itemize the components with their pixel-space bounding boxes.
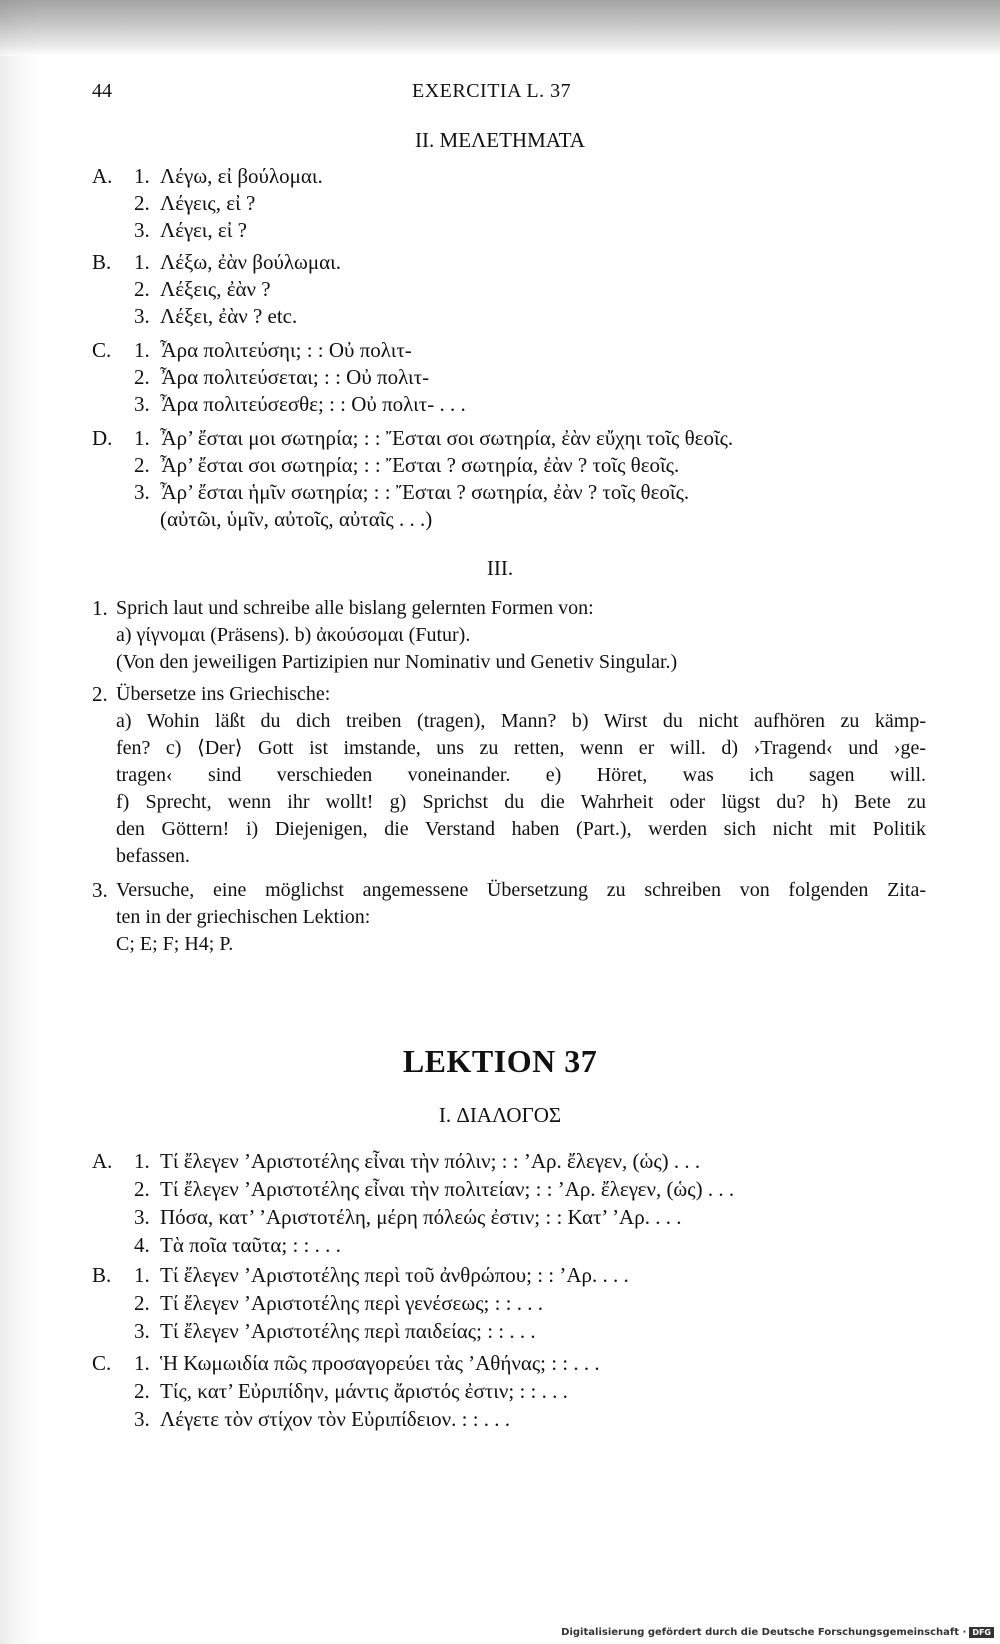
group-label: C. xyxy=(92,1351,112,1375)
item-number: 2. xyxy=(134,1177,150,1201)
exercise-line: ten in der griechischen Lektion: xyxy=(116,906,371,928)
page-number: 44 xyxy=(92,80,112,102)
dialogue-line: Τί ἔλεγεν ’Αριστοτέλης εἶναι τὴν πόλιν; : : ’Αρ. ἔλεγεν, (ὡς) . . . xyxy=(160,1149,701,1173)
item-number: 2. xyxy=(92,682,108,706)
item-number: 2. xyxy=(134,1379,150,1403)
item-number: 2. xyxy=(134,277,150,301)
item-number: 3. xyxy=(92,878,108,902)
item-number: 3. xyxy=(134,480,150,504)
dialogue-line: Πόσα, κατ’ ’Αριστοτέλη, μέρη πόλεώς ἐστιν; : : Κατ’ ’Αρ. . . . xyxy=(160,1205,682,1229)
dialogue-line: Τί ἔλεγεν ’Αριστοτέλης περὶ τοῦ ἀνθρώπου; : : ’Αρ. . . . xyxy=(160,1263,629,1287)
exercise-line: (Von den jeweiligen Partizipien nur Nominativ und Genetiv Singular.) xyxy=(116,651,678,673)
item-number: 1. xyxy=(134,1351,150,1375)
item-number: 4. xyxy=(134,1233,150,1257)
exercise-line: Versuche, eine möglichst angemessene Übersetzung zu schreiben von folgenden Zita- xyxy=(116,879,926,901)
exercise-line: Ἆρ’ ἔσται μοι σωτηρία; : : Ἔσται σοι σωτηρία, ἐὰν εὔχηι τοῖς θεοῖς. xyxy=(160,426,734,450)
section-2-title: II. ΜΕΛΕΤΗΜΑΤΑ xyxy=(415,128,585,152)
exercise-line: (αὐτῶι, ὑμῖν, αὐτοῖς, αὐταῖς . . .) xyxy=(160,507,433,531)
exercise-line: Λέξεις, ἐὰν ? xyxy=(160,277,271,301)
group-label: D. xyxy=(92,426,113,450)
item-number: 2. xyxy=(134,453,150,477)
dfg-logo: DFG xyxy=(969,1627,994,1638)
exercise-line: a) γίγνομαι (Präsens). b) ἀκούσομαι (Futur). xyxy=(116,624,471,646)
exercise-line: Λέγω, εἰ βούλομαι. xyxy=(160,164,323,188)
exercise-line: Sprich laut und schreibe alle bislang gelernten Formen von: xyxy=(116,597,594,619)
item-number: 3. xyxy=(134,1319,150,1343)
exercise-line: Ἆρα πολιτεύσηι; : : Οὐ πολιτ- xyxy=(160,338,412,362)
group-label: A. xyxy=(92,164,113,188)
exercise-line: f) Sprecht, wenn ihr wollt! g) Sprichst du die Wahrheit oder lügst du? h) Bete zu xyxy=(116,791,926,813)
item-number: 1. xyxy=(134,426,150,450)
dialogue-line: Τί ἔλεγεν ’Αριστοτέλης περὶ παιδείας; : : . . . xyxy=(160,1319,536,1343)
exercise-line: Λέξει, ἐὰν ? etc. xyxy=(160,304,298,328)
exercise-line: befassen. xyxy=(116,845,190,867)
item-number: 1. xyxy=(134,1263,150,1287)
exercise-line: Ἆρα πολιτεύσεσθε; : : Οὐ πολιτ- . . . xyxy=(160,392,466,416)
exercise-line: Ἆρ’ ἔσται σοι σωτηρία; : : Ἔσται ? σωτηρία, ἐὰν ? τοῖς θεοῖς. xyxy=(160,453,680,477)
item-number: 3. xyxy=(134,392,150,416)
section-3-title: III. xyxy=(486,556,514,580)
item-number: 3. xyxy=(134,1205,150,1229)
dialogue-line: Τὰ ποῖα ταῦτα; : : . . . xyxy=(160,1233,341,1257)
exercise-line: Übersetze ins Griechische: xyxy=(116,683,331,705)
group-label: B. xyxy=(92,1263,112,1287)
exercise-line: a) Wohin läßt du dich treiben (tragen), Mann? b) Wirst du nicht aufhören zu kämp- xyxy=(116,710,926,732)
dialogue-line: Τί ἔλεγεν ’Αριστοτέλης περὶ γενέσεως; : : . . . xyxy=(160,1291,544,1315)
item-number: 1. xyxy=(134,250,150,274)
group-label: A. xyxy=(92,1149,113,1173)
dialogue-line: Ἡ Κωμωιδία πῶς προσαγορεύει τὰς ’Αθήνας; : : . . . xyxy=(160,1351,600,1375)
digitization-footer xyxy=(561,1627,994,1638)
group-label: C. xyxy=(92,338,112,362)
footer-text: Digitalisierung gefördert durch die Deutsche Forschungsgemeinschaft · xyxy=(561,1627,967,1638)
item-number: 2. xyxy=(134,1291,150,1315)
exercise-line: C; E; F; H4; P. xyxy=(116,933,234,955)
lesson-title: LEKTION 37 xyxy=(402,1043,598,1079)
exercise-line: tragen‹ sind verschieden voneinander. e) Höret, was ich sagen will. xyxy=(116,764,926,786)
item-number: 3. xyxy=(134,304,150,328)
item-number: 1. xyxy=(134,338,150,362)
exercise-line: fen? c) ⟨Der⟩ Gott ist imstande, uns zu retten, wenn er will. d) ›Tragend‹ und ›ge- xyxy=(116,737,926,759)
scan-shadow xyxy=(0,0,1000,56)
item-number: 1. xyxy=(134,164,150,188)
dialogue-line: Τί ἔλεγεν ’Αριστοτέλης εἶναι τὴν πολιτείαν; : : ’Αρ. ἔλεγεν, (ὡς) . . . xyxy=(160,1177,735,1201)
exercise-line: Λέξω, ἐὰν βούλωμαι. xyxy=(160,250,342,274)
exercise-line: Λέγει, εἰ ? xyxy=(160,218,247,242)
item-number: 3. xyxy=(134,1407,150,1431)
exercise-line: den Göttern! i) Diejenigen, die Verstand haben (Part.), werden sich nicht mit Politik xyxy=(116,818,926,840)
running-head: EXERCITIA L. 37 xyxy=(412,80,572,102)
item-number: 1. xyxy=(92,596,108,620)
item-number: 2. xyxy=(134,365,150,389)
item-number: 1. xyxy=(134,1149,150,1173)
group-label: B. xyxy=(92,250,112,274)
exercise-line: Λέγεις, εἰ ? xyxy=(160,191,256,215)
lesson-subtitle: I. ΔΙΑΛΟΓΟΣ xyxy=(438,1103,562,1127)
dialogue-line: Λέγετε τὸν στίχον τὸν Εὐριπίδειον. : : . . . xyxy=(160,1407,511,1431)
item-number: 2. xyxy=(134,191,150,215)
item-number: 3. xyxy=(134,218,150,242)
exercise-line: Ἆρα πολιτεύσεται; : : Οὐ πολιτ- xyxy=(160,365,430,389)
exercise-line: Ἆρ’ ἔσται ἡμῖν σωτηρία; : : Ἔσται ? σωτηρία, ἐὰν ? τοῖς θεοῖς. xyxy=(160,480,690,504)
dialogue-line: Τίς, κατ’ Εὐριπίδην, μάντις ἄριστός ἐστιν; : : . . . xyxy=(160,1379,568,1403)
